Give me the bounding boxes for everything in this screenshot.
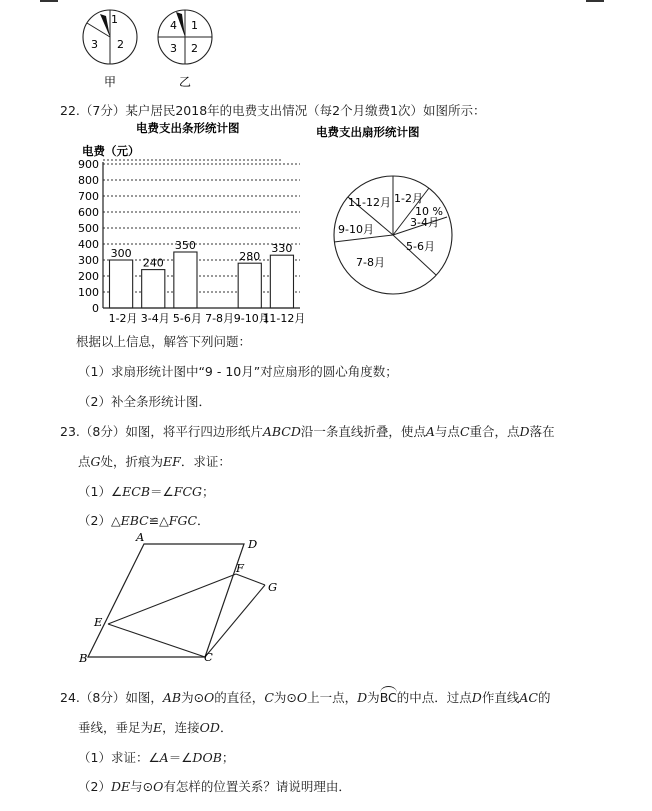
q24-stem-line2: 垂线，垂足为E，连接OD． bbox=[78, 720, 233, 735]
bar-3 bbox=[174, 252, 197, 308]
bar-value-label: 330 bbox=[271, 242, 293, 256]
q23-stem-line2: 点G处，折痕为EF．求证： bbox=[78, 454, 231, 469]
q24-part2: （2）DE与⊙O有怎样的位置关系？请说明理由． bbox=[78, 779, 351, 794]
spinner-yi-sector-3: 3 bbox=[170, 42, 177, 55]
spinner-figures bbox=[70, 0, 230, 92]
bar-6 bbox=[270, 255, 293, 308]
spinner-yi-sector-1: 1 bbox=[191, 19, 198, 32]
spinner-jia-sector-1: 1 bbox=[111, 13, 118, 26]
bar-ytick-label: 500 bbox=[78, 222, 99, 235]
spinner-yi-sector-4: 4 bbox=[170, 19, 177, 32]
spinner-jia-sector-2: 2 bbox=[117, 38, 124, 51]
pie-chart bbox=[305, 118, 475, 303]
bar-ytick-label: 900 bbox=[78, 158, 99, 171]
q23-part2: （2）△EBC≌△FGC． bbox=[78, 513, 210, 528]
pie-label-3-4: 3-4月 bbox=[410, 216, 439, 229]
fold-line-ef bbox=[108, 574, 236, 624]
top-rule-right bbox=[586, 0, 604, 2]
spinner-yi-sector-2: 2 bbox=[191, 42, 198, 55]
bar-value-label: 350 bbox=[174, 239, 196, 252]
bar-ytick-label: 400 bbox=[78, 238, 99, 251]
bar-ytick-label: 100 bbox=[78, 286, 99, 299]
q23-stem-line1: 23.（8分）如图，将平行四边形纸片ABCD沿一条直线折叠，使点A与点C重合，点D落在 bbox=[60, 424, 555, 439]
spinner-yi-label: 乙 bbox=[179, 75, 192, 89]
bar-value-label: 240 bbox=[142, 256, 164, 270]
point-b: B bbox=[79, 651, 88, 665]
spinner-yi bbox=[158, 10, 212, 89]
bar-chart-ylabel: 电费（元） bbox=[82, 144, 140, 158]
point-c: C bbox=[204, 650, 213, 664]
q24-part1: （1）求证：∠A＝∠DOB； bbox=[78, 750, 235, 765]
bar-category-label: 5-6月 bbox=[172, 312, 202, 325]
pie-label-11-12: 11-12月 bbox=[348, 196, 391, 209]
pie-label-1-2: 1-2月 bbox=[394, 192, 423, 205]
bar-ytick-label: 800 bbox=[78, 174, 99, 187]
top-rule-left bbox=[40, 0, 58, 2]
bar-ytick-label: 0 bbox=[92, 302, 99, 315]
bar-category-label: 11-12月 bbox=[262, 312, 306, 325]
q22-info: 根据以上信息，解答下列问题： bbox=[76, 334, 252, 349]
spinner-jia bbox=[83, 10, 137, 89]
point-d: D bbox=[248, 537, 258, 551]
bar-2 bbox=[142, 270, 165, 308]
bar-ytick-label: 600 bbox=[78, 206, 99, 219]
arc-bc: BC bbox=[380, 690, 397, 705]
q22-part1: （1）求扇形统计图中“9 - 10月”对应扇形的圆心角度数； bbox=[78, 364, 398, 379]
point-a: A bbox=[136, 530, 145, 544]
pie-label-5-6: 5-6月 bbox=[406, 240, 435, 253]
pie-label-7-8: 7-8月 bbox=[356, 256, 385, 269]
bar-category-label: 3-4月 bbox=[140, 312, 170, 325]
q24-stem-line1: 24.（8分）如图，AB为⊙O的直径，C为⊙O上一点，D为 BC的中点．过点D作直线AC的 bbox=[60, 688, 550, 706]
spinner-yi-pointer bbox=[176, 12, 185, 37]
parallelogram-abcd bbox=[88, 544, 244, 657]
bar-category-label: 9-10月 bbox=[233, 312, 270, 325]
bar-1 bbox=[110, 260, 133, 308]
pie-label-9-10: 9-10月 bbox=[338, 223, 374, 236]
spinner-jia-sector-3: 3 bbox=[91, 38, 98, 51]
q22-part2: （2）补全条形统计图． bbox=[78, 394, 211, 409]
bar-chart bbox=[70, 118, 320, 330]
pie-annotation: 10 % bbox=[415, 205, 443, 218]
q22-stem: 22.（7分）某户居民2018年的电费支出情况（每2个月缴费1次）如图所示： bbox=[60, 103, 486, 118]
bar-category-label: 7-8月 bbox=[205, 312, 235, 325]
point-e: E bbox=[94, 615, 103, 629]
spinner-jia-label: 甲 bbox=[104, 75, 117, 89]
bar-value-label: 300 bbox=[110, 247, 132, 260]
q23-part1: （1）∠ECB＝∠FCG； bbox=[78, 484, 215, 499]
bar-ytick-label: 200 bbox=[78, 270, 99, 283]
point-f: F bbox=[236, 561, 244, 575]
point-g: G bbox=[268, 580, 278, 594]
bar-chart-title: 电费支出条形统计图 bbox=[136, 121, 240, 135]
bar-ytick-label: 700 bbox=[78, 190, 99, 203]
bar-value-label: 280 bbox=[239, 250, 261, 264]
bar-ytick-label: 300 bbox=[78, 254, 99, 267]
bar-category-label: 1-2月 bbox=[108, 312, 138, 325]
pie-chart-title: 电费支出扇形统计图 bbox=[316, 125, 420, 139]
bar-5 bbox=[238, 263, 261, 308]
parallelogram-figure bbox=[70, 528, 300, 668]
